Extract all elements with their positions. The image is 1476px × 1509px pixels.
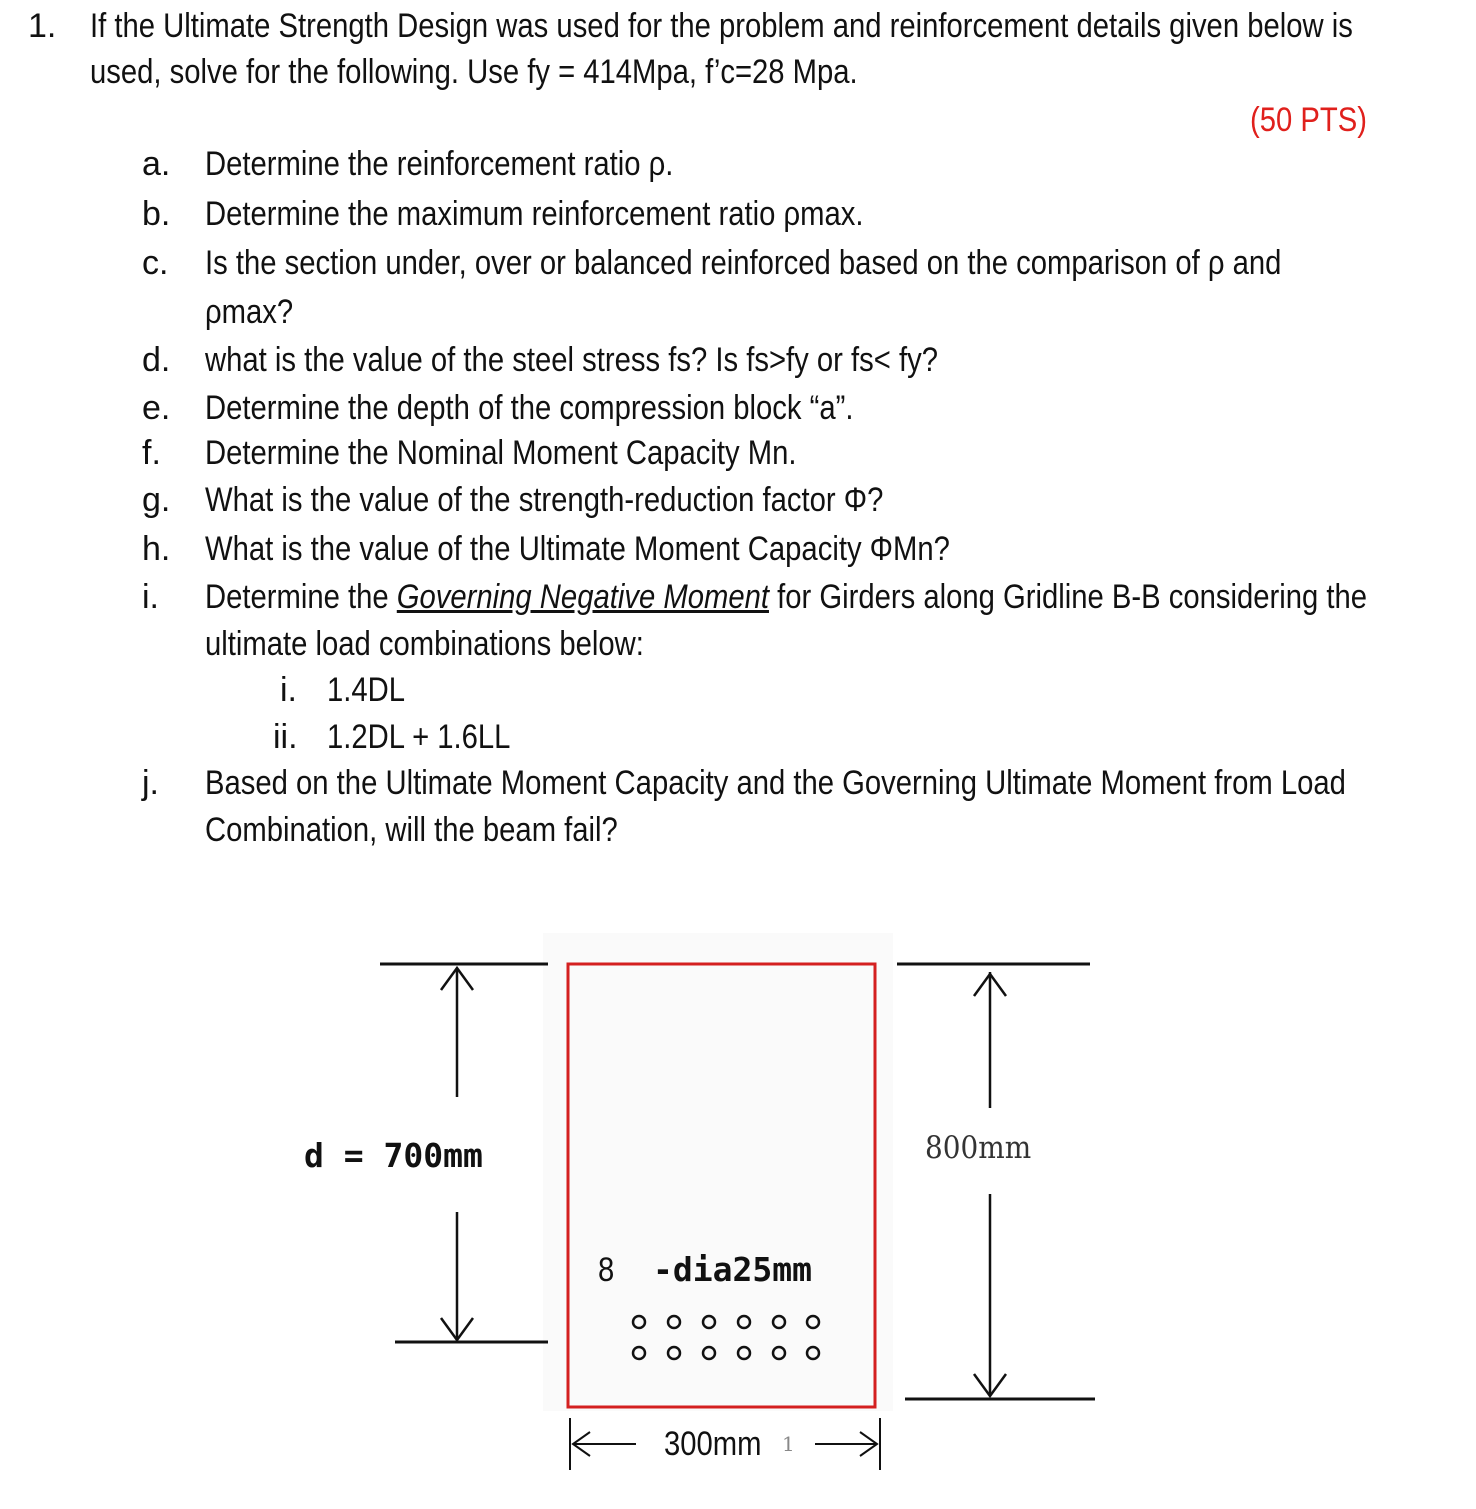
item-text-i-emphasis: Governing Negative Moment <box>396 578 769 616</box>
height-dimension-label: 800mm <box>925 1130 1032 1166</box>
item-label-a: a. <box>142 145 171 183</box>
item-label-e: e. <box>142 389 171 427</box>
item-label-d: d. <box>142 341 171 379</box>
diagram-background <box>543 933 893 1411</box>
bars-count-label: 8 <box>598 1251 615 1289</box>
width-dimension-mark: 1 <box>782 1432 795 1456</box>
sub-item-label-1: i. <box>280 671 297 709</box>
item-text-h: What is the value of the Ultimate Moment Capacity ΦMn? <box>205 530 950 568</box>
item-text-e: Determine the depth of the compression block “a”. <box>205 389 854 427</box>
item-label-i: i. <box>142 578 159 616</box>
sub-item-text-1: 1.4DL <box>327 671 406 709</box>
item-label-f: f. <box>142 434 161 472</box>
item-text-d: what is the value of the steel stress fs? Is fs>fy or fs< fy? <box>205 341 938 379</box>
bars-size-label: -dia25mm <box>653 1250 812 1289</box>
item-label-c: c. <box>142 244 169 282</box>
points-label: (50 PTS) <box>1250 101 1368 139</box>
item-text-c-cont: ρmax? <box>205 293 294 331</box>
question-number: 1. <box>28 7 57 45</box>
item-label-b: b. <box>142 195 171 233</box>
item-text-b: Determine the maximum reinforcement ratio ρmax. <box>205 195 864 233</box>
question-line-1: If the Ultimate Strength Design was used for the problem and reinforcement details given below is <box>90 7 1353 45</box>
item-text-f: Determine the Nominal Moment Capacity Mn. <box>205 434 797 472</box>
question-line-2: used, solve for the following. Use fy = 414Mpa, f’c=28 Mpa. <box>90 53 858 91</box>
item-text-i-cont: ultimate load combinations below: <box>205 625 644 663</box>
item-text-j-cont: Combination, will the beam fail? <box>205 811 618 849</box>
width-dimension-label: 300mm <box>664 1425 762 1463</box>
item-text-c: Is the section under, over or balanced reinforced based on the comparison of ρ and <box>205 244 1282 282</box>
item-text-i-pre: Determine the <box>205 578 397 616</box>
sub-item-label-2: ii. <box>273 718 298 756</box>
item-text-j: Based on the Ultimate Moment Capacity and the Governing Ultimate Moment from Load <box>205 764 1346 802</box>
item-text-g: What is the value of the strength-reduction factor Φ? <box>205 481 884 519</box>
d-dimension-label: d = 700mm <box>304 1136 483 1175</box>
item-text-i-post: for Girders along Gridline B-B considering the <box>768 578 1368 616</box>
item-text-a: Determine the reinforcement ratio ρ. <box>205 145 674 183</box>
item-label-g: g. <box>142 481 171 519</box>
item-label-j: j. <box>142 764 159 802</box>
sub-item-text-2: 1.2DL + 1.6LL <box>327 718 511 756</box>
item-label-h: h. <box>142 530 171 568</box>
